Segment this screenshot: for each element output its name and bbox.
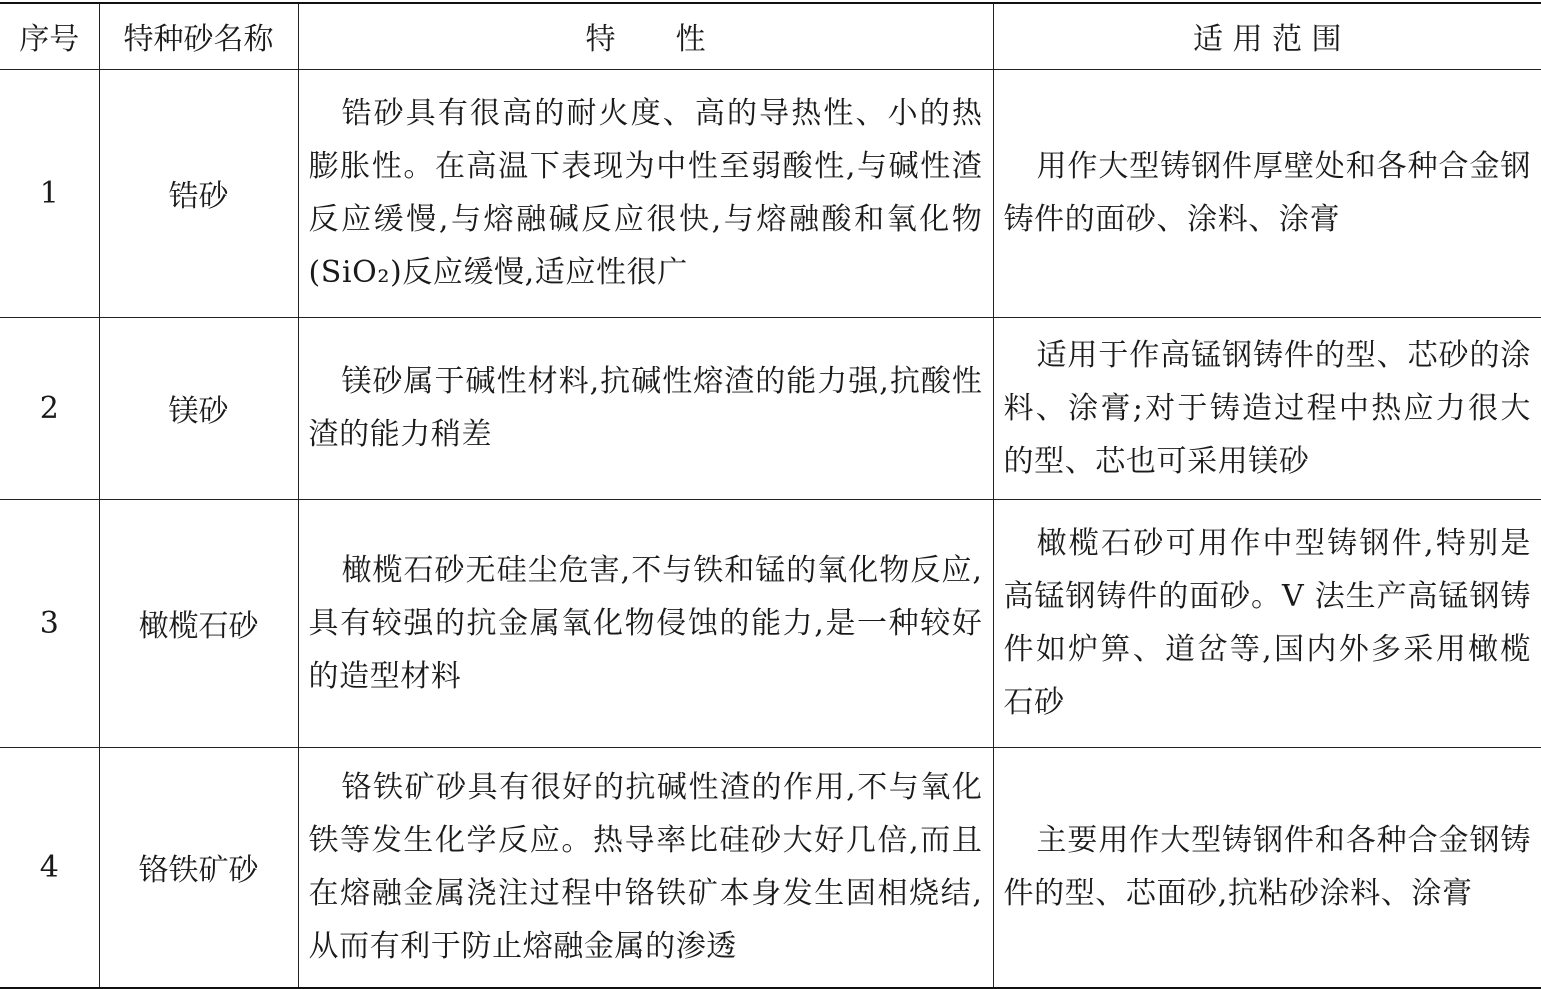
header-application-scope: 适 用 范 围: [993, 3, 1541, 69]
row-sand-name: 镁砂: [99, 317, 298, 499]
row-sand-name: 锆砂: [99, 69, 298, 317]
table-body: [0, 69, 1541, 988]
header-sand-name: 特种砂名称: [99, 3, 298, 69]
row-application-scope: 用作大型铸钢件厚壁处和各种合金钢铸件的面砂、涂料、涂膏: [993, 69, 1541, 317]
row-application-scope: 橄榄石砂可用作中型铸钢件,特别是高锰钢铸件的面砂。V 法生产高锰钢铸件如炉箅、道岔等,国内外多采用橄榄石砂: [993, 499, 1541, 747]
row-properties: 锆砂具有很高的耐火度、高的导热性、小的热膨胀性。在高温下表现为中性至弱酸性,与碱性渣反应缓慢,与熔融碱反应很快,与熔融酸和氧化物(SiO₂)反应缓慢,适应性很广: [298, 69, 993, 317]
row-serial-number: 2: [0, 317, 99, 499]
row-application-scope: 适用于作高锰钢铸件的型、芯砂的涂料、涂膏;对于铸造过程中热应力很大的型、芯也可采用镁砂: [993, 317, 1541, 499]
row-sand-name: 橄榄石砂: [99, 499, 298, 747]
row-sand-name: 铬铁矿砂: [99, 747, 298, 988]
table-row: [0, 69, 1541, 317]
special-sand-table: [0, 2, 1541, 989]
row-serial-number: 3: [0, 499, 99, 747]
row-properties: 镁砂属于碱性材料,抗碱性熔渣的能力强,抗酸性渣的能力稍差: [298, 317, 993, 499]
header-serial-number: 序号: [0, 3, 99, 69]
row-application-scope: 主要用作大型铸钢件和各种合金钢铸件的型、芯面砂,抗粘砂涂料、涂膏: [993, 747, 1541, 988]
header-properties: 特 性: [298, 3, 993, 69]
row-properties: 橄榄石砂无硅尘危害,不与铁和锰的氧化物反应,具有较强的抗金属氧化物侵蚀的能力,是一种较好的造型材料: [298, 499, 993, 747]
header-row: [0, 3, 1541, 69]
table-row: [0, 317, 1541, 499]
table-header: [0, 3, 1541, 69]
table-row: [0, 747, 1541, 988]
row-serial-number: 4: [0, 747, 99, 988]
table-row: [0, 499, 1541, 747]
row-properties: 铬铁矿砂具有很好的抗碱性渣的作用,不与氧化铁等发生化学反应。热导率比硅砂大好几倍,而且在熔融金属浇注过程中铬铁矿本身发生固相烧结,从而有利于防止熔融金属的渗透: [298, 747, 993, 988]
row-serial-number: 1: [0, 69, 99, 317]
